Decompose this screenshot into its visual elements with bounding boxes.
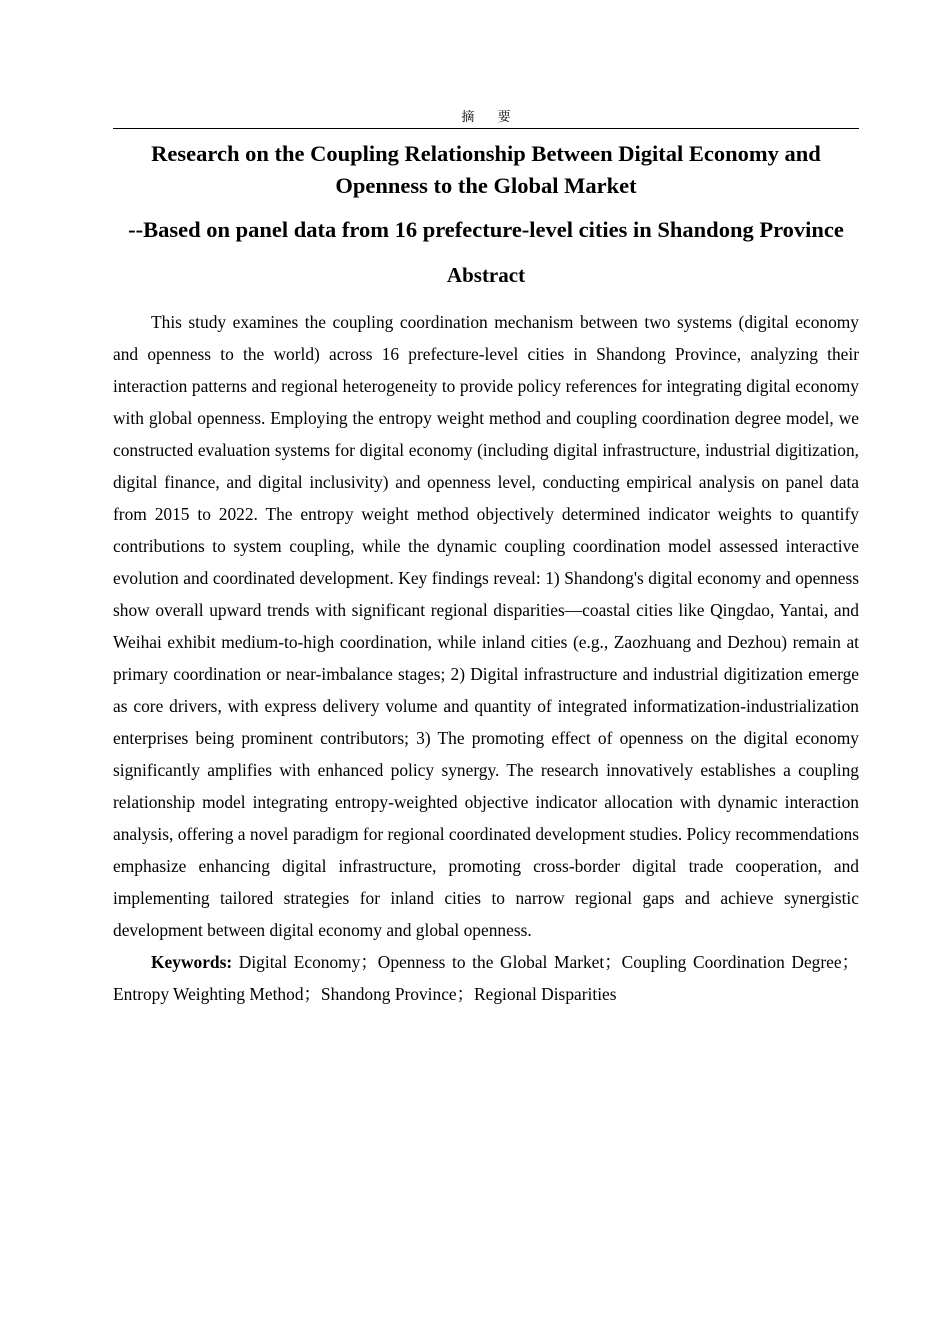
running-header: 摘 要 — [461, 109, 521, 124]
paper-subtitle: --Based on panel data from 16 prefecture-level cities in Shandong Province — [128, 217, 844, 242]
keywords-paragraph — [113, 946, 859, 1010]
keywords-label: Keywords: — [151, 952, 233, 972]
paper-title: Research on the Coupling Relationship Between Digital Economy and Openness to the Global Market — [151, 141, 821, 198]
page-content — [113, 138, 859, 1010]
abstract-body: This study examines the coupling coordination mechanism between two systems (digital economy and openness to the world) across 16 prefecture-level cities in Shandong Province, analyzing their interaction patterns and regional heterogeneity to provide policy references for integrating digital economy with global openness. Employing the entropy weight method and coupling coordination degree model, we constructed evaluation systems for digital economy (including digital infrastructure, industrial digitization, digital finance, and digital inclusivity) and openness level, conducting empirical analysis on panel data from 2015 to 2022. The entropy weight method objectively determined indicator weights to quantify contributions to system coupling, while the dynamic coupling coordination model assessed interactive evolution and coordinated development. Key findings reveal: 1) Shandong's digital economy and openness show overall upward trends with significant regional disparities—coastal cities like Qingdao, Yantai, and Weihai exhibit medium-to-high coordination, while inland cities (e.g., Zaozhuang and Dezhou) remain at primary coordination or near-imbalance stages; 2) Digital infrastructure and industrial digitization emerge as core drivers, with express delivery volume and quantity of integrated informatization-industrialization enterprises being prominent contributors; 3) The promoting effect of openness on the digital economy significantly amplifies with enhanced policy synergy. The research innovatively establishes a coupling relationship model integrating entropy-weighted objective indicator allocation with dynamic interaction analysis, offering a novel paradigm for regional coordinated development studies. Policy recommendations emphasize enhancing digital infrastructure, promoting cross-border digital trade cooperation, and implementing tailored strategies for inland cities to narrow regional gaps and achieve synergistic development between digital economy and global openness. — [113, 312, 859, 940]
abstract-heading: Abstract — [446, 263, 526, 287]
header-rule — [113, 128, 859, 129]
keywords-list: Digital Economy；Openness to the Global Market；Coupling Coordination Degree；Entropy Weighting Method；Shandong Province；Regional Disparities — [113, 952, 859, 1004]
